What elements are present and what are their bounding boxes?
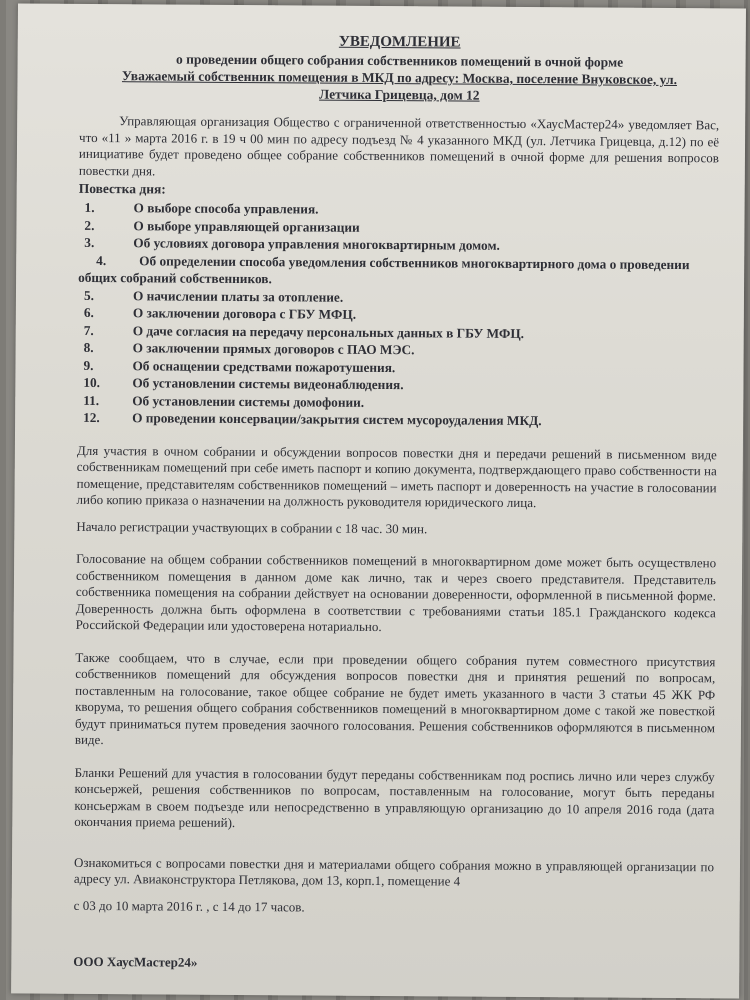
agenda-item-number: 11. [83,392,100,408]
agenda-item-text: О даче согласия на передачу персональных данных в ГБУ МФЦ. [132,322,525,341]
agenda-item-text: Об установлении системы видеонаблюдения. [132,375,404,393]
agenda-item-number: 8. [83,339,94,355]
agenda-item-number: 2. [84,217,95,233]
agenda-item [78,251,718,290]
period-paragraph: с 03 до 10 марта 2016 г. , с 14 до 17 часов. [73,897,305,914]
intro-paragraph: Управляющая организация Общество с ограниченной ответственностью «ХаусМастер24» уведомляет Вас, что «11 » марта 2016 г. в 19 ч 00 мин по адресу подъезд № 4 указанного МКД (ул. Летчика Грицевца, д.12) по её инициативе будет проведено общее собрание собственников помещений в очной форме для решения вопросов повестки дня. [78,113,720,178]
agenda-item-text: Об определении способа уведомления собственников многоквартирного дома о проведении общих собраний собственников. [78,252,690,287]
agenda-item-text: О выборе способа управления. [133,200,319,217]
signature: ООО ХаусМастер24» [73,953,198,970]
agenda-item [77,409,717,431]
voting-paragraph: Голосование на общем собрании собственников помещений в многоквартирном доме может быть осуществлено собственником помещения в данном доме как лично, так и через своего представителя. Представитель собственника помещения на собрании действует на основании доверенности, оформленной в письменной форме. Доверенность должна быть оформлена в соответствии с требованиями статьи 185.1 Гражданского кодекса Российской Федерации или удостоверена нотариально. [75,550,717,635]
agenda-item-text: О заключении прямых договоров с ПАО МЭС. [132,340,415,358]
notice-sheet [11,3,746,998]
agenda-heading: Повестка дня: [78,180,166,197]
agenda-item-number: 10. [83,374,101,391]
notice-content [73,32,720,974]
quorum-paragraph: Также сообщаем, что в случае, если при проведении общего собрания путем совместного присутствия собственников помещений для обсуждения вопросов повестки дня и принятия решений по вопросам, поставленным на голосование, такое общее собрание не будет иметь указанного в части 3 статьи 45 ЖК РФ кворума, то решения общего собрания собственников помещений в многоквартирном доме с такой же повесткой будут приниматься путем проведения заочного голосования. Решения собственников оформляются в письменном виде. [74,649,716,748]
agenda-item-number: 4. [96,252,107,268]
agenda-item-text: О выборе управляющей организации [133,217,360,235]
agenda-item-number: 6. [83,304,94,320]
agenda-item-text: О заключении договора с ГБУ МФЦ. [132,305,357,322]
ballots-paragraph: Бланки Решений для участия в голосовании будут переданы собственникам под роспись лично или через службу консьержей, решения собственников по вопросам, поставленным на голосование, могут быть переданы консьержам в своем подъезде или непосредственно в управляющую организацию до 10 апреля 2016 года (дата окончания приема решений). [74,764,715,830]
agenda-item-number: 7. [83,322,94,338]
agenda-item-number: 5. [83,287,95,303]
registration-paragraph: Начало регистрации участвующих в собрании с 18 час. 30 мин. [76,518,428,536]
agenda-item-text: Об установлении системы домофонии. [132,392,365,410]
notice-title: УВЕДОМЛЕНИЕ [338,33,461,51]
agenda-item-text: Об условиях договора управления многоквартирным домом. [133,235,500,253]
notice-address-line-2: Летчика Грицевца, дом 12 [319,86,480,103]
agenda-item-text: О начислении платы за отопление. [132,287,344,305]
agenda-item-text: О проведении консервации/закрытия систем мусороудаления МКД. [132,410,542,429]
agenda-item-number: 12. [83,409,100,426]
materials-paragraph: Ознакомиться с вопросами повестки дня и материалами общего собрания можно в управляющей организации по адресу ул. Авиаконструктора Петлякова, дом 13, корп.1, помещение 4 [73,854,715,889]
notice-address-line-1: Уважаемый собственник помещения в МКД по адресу: Москва, поселение Внуковское, ул. [121,68,678,88]
agenda-item-number: 9. [83,357,94,373]
agenda-item-number: 1. [84,199,95,215]
agenda-list [77,199,719,431]
notice-subtitle: о проведении общего собрания собственников помещений в очной форме [175,51,624,70]
participation-paragraph: Для участия в очном собрании и обсуждении вопросов повестки дня и передачи решений в письменном виде собственникам помещений при себе иметь паспорт и копию документа, подтверждающего право собственности на помещение, представителям собственников помещений – иметь паспорт и доверенность на участие в голосовании либо копию приказа о назначении на должность руководителя юридического лица. [76,442,717,511]
agenda-item-text: Об оснащении средствами пожаротушения. [132,357,396,375]
agenda-item-number: 3. [84,234,95,250]
